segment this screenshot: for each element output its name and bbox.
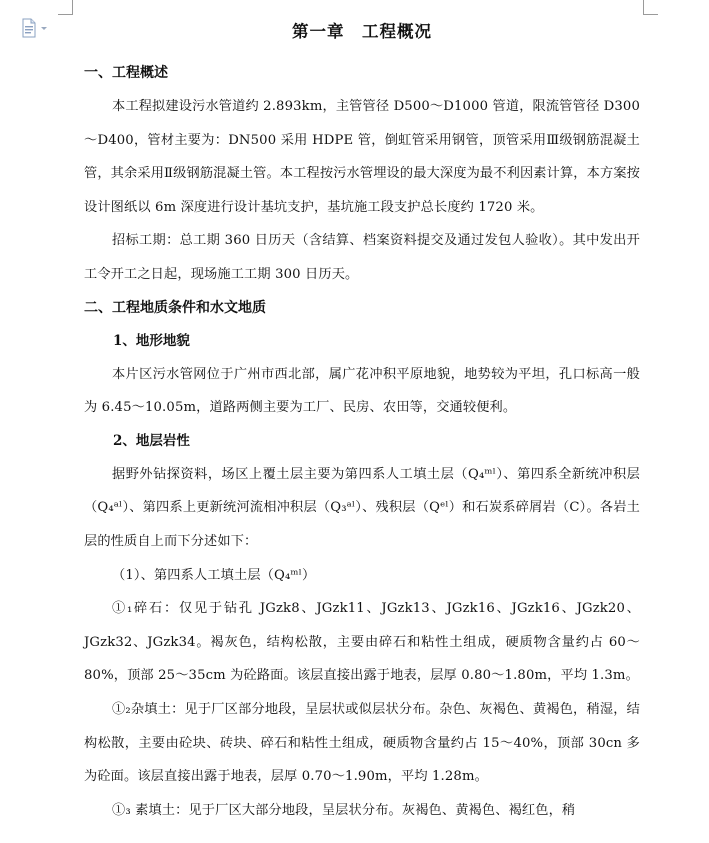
subsection-heading-terrain: 1、地形地貌 — [113, 332, 190, 349]
document-icon[interactable] — [20, 18, 50, 38]
subsection-heading-strata: 2、地层岩性 — [113, 432, 190, 449]
paragraph-gravel: ①₁碎石：仅见于钻孔 JGzk8、JGzk11、JGzk13、JGzk16、JGzk16、JGzk20、JGzk32、JGzk34。褐灰色，结构松散，主要由碎石和粘性土组成，硬质物含量约占 60～80%，顶部 25～35cm 为砼路面。该层直接出露于地表，层厚 0.80～1.80m，平均 1.3m。 — [84, 601, 640, 684]
page-corner-mark-right — [643, 0, 658, 15]
page-corner-mark-left — [58, 0, 73, 15]
paragraph-overview: 本工程拟建设污水管道约 2.893km，主管管径 D500～D1000 管道，限流管管径 D300～D400，管材主要为：DN500 采用 HDPE 管，倒虹管采用钢管，顶管采用Ⅲ级钢筋混凝土管，其余采用Ⅱ级钢筋混凝土管。本工程按污水管埋设的最大深度为最不利因素计算，本方案按设计图纸以 6m 深度进行设计基坑支护，基坑施工段支护总长度约 1720 米。 — [84, 99, 640, 215]
section-heading-geology: 二、工程地质条件和水文地质 — [84, 299, 266, 316]
paragraph-plain-fill: ①₃ 素填土：见于厂区大部分地段，呈层状分布。灰褐色、黄褐色、褐红色，稍 — [112, 802, 576, 818]
chapter-title: 第一章 工程概况 — [292, 22, 432, 41]
document-page — [84, 18, 640, 827]
section-heading-overview: 一、工程概述 — [84, 65, 168, 81]
paragraph-miscellaneous-fill: ①₂杂填土：见于厂区部分地段，呈层状或似层状分布。杂色、灰褐色、黄褐色，稍湿，结构松散，主要由砼块、砖块、碎石和粘性土组成，硬质物含量约占 15～40%，顶部 30cn 多为砼面。该层直接出露于地表，层厚 0.70～1.90m，平均 1.28m。 — [84, 701, 640, 785]
paragraph-strata-intro: 据野外钻探资料，场区上覆土层主要为第四系人工填土层（Q₄ᵐˡ）、第四系全新统冲积层（Q₄ᵃˡ）、第四系上更新统河流相冲积层（Q₃ᵃˡ）、残积层（Qᵉˡ）和石炭系碎屑岩（C）。各岩土层的性质自上而下分述如下： — [84, 466, 640, 549]
paragraph-terrain: 本片区污水管网位于广州市西北部，属广花冲积平原地貌，地势较为平坦，孔口标高一般为 6.45～10.05m，道路两侧主要为工厂、民房、农田等，交通较便利。 — [84, 366, 640, 416]
paragraph-schedule: 招标工期：总工期 360 日历天（含结算、档案资料提交及通过发包人验收）。其中发出开工令开工之日起，现场施工工期 300 日历天。 — [84, 233, 640, 282]
paragraph-fill-layer-heading: （1）、第四系人工填土层（Q₄ᵐˡ） — [112, 567, 316, 583]
